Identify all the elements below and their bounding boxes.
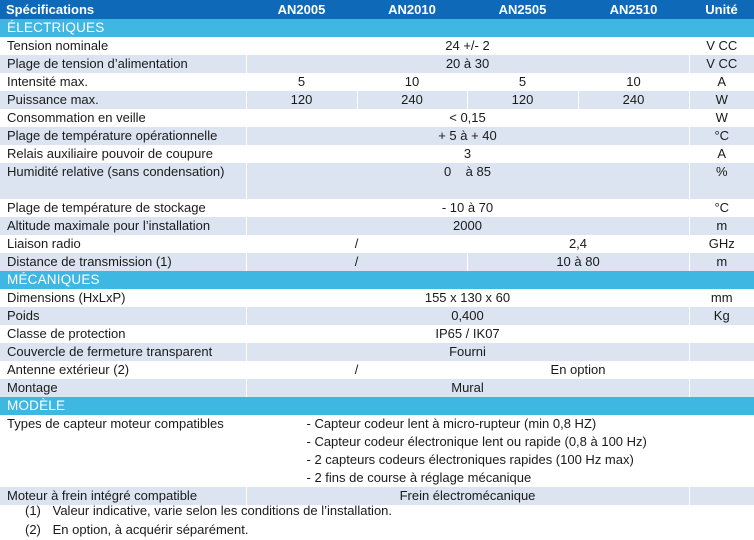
footnote-text: En option, à acquérir séparément. bbox=[52, 522, 249, 537]
row-value-an2005: 5 bbox=[246, 73, 357, 91]
table-row bbox=[0, 145, 754, 163]
row-value: Frein électromécanique bbox=[246, 487, 689, 505]
row-value-an2510: 240 bbox=[578, 91, 689, 109]
list-item: - 2 fins de course à réglage mécanique bbox=[306, 470, 532, 485]
row-unit bbox=[689, 325, 754, 343]
footnote-2 bbox=[25, 521, 248, 539]
row-value-an2005: 120 bbox=[246, 91, 357, 109]
table-row bbox=[0, 217, 754, 235]
row-value-an2010: 240 bbox=[357, 91, 467, 109]
footnote-number: (2) bbox=[25, 522, 41, 537]
row-value-an25xx: 10 à 80 bbox=[467, 253, 689, 271]
row-value-an20xx: / bbox=[246, 253, 467, 271]
row-label: Poids bbox=[0, 307, 246, 325]
row-unit: W bbox=[689, 109, 754, 127]
header-an2010: AN2010 bbox=[357, 0, 467, 19]
header-an2505: AN2505 bbox=[467, 0, 578, 19]
row-value: 155 x 130 x 60 bbox=[246, 289, 689, 307]
table-row bbox=[0, 253, 754, 271]
row-unit: GHz bbox=[689, 235, 754, 253]
row-unit bbox=[689, 487, 754, 505]
row-label: Moteur à frein intégré compatible bbox=[0, 487, 246, 505]
section-modele bbox=[0, 397, 754, 415]
header-specifications: Spécifications bbox=[0, 0, 246, 19]
header-unite: Unité bbox=[689, 0, 754, 19]
section-title: MODÈLE bbox=[0, 397, 754, 415]
row-value-an2505: 5 bbox=[467, 73, 578, 91]
row-label: Plage de température de stockage bbox=[7, 200, 206, 215]
row-value: 0 à 85 bbox=[246, 163, 689, 199]
table-row bbox=[0, 235, 754, 253]
row-unit bbox=[689, 379, 754, 397]
list-item: - 2 capteurs codeurs électroniques rapides (100 Hz max) bbox=[306, 452, 634, 467]
row-value-an20xx: / bbox=[246, 235, 467, 253]
row-label: Plage de tension d’alimentation bbox=[0, 55, 246, 73]
row-label: Antenne extérieur (2) bbox=[7, 362, 130, 377]
table-row bbox=[0, 415, 754, 487]
row-label: Plage de température opérationnelle bbox=[0, 127, 246, 145]
footnote-1 bbox=[25, 502, 392, 520]
section-title: MÉCANIQUES bbox=[0, 271, 754, 289]
row-value: 3 bbox=[246, 145, 689, 163]
row-unit: m bbox=[689, 217, 754, 235]
row-unit bbox=[689, 415, 754, 487]
row-label: Montage bbox=[0, 379, 246, 397]
row-unit: V CC bbox=[689, 37, 754, 55]
row-unit: °C bbox=[689, 199, 754, 217]
table-row bbox=[0, 343, 754, 361]
table-row bbox=[0, 37, 754, 55]
row-unit: mm bbox=[689, 289, 754, 307]
row-value-an2505: 120 bbox=[467, 91, 578, 109]
header-an2005: AN2005 bbox=[246, 0, 357, 19]
row-label: Classe de protection bbox=[7, 326, 126, 341]
row-value: IP65 / IK07 bbox=[246, 325, 689, 343]
table-row bbox=[0, 289, 754, 307]
row-label: Dimensions (HxLxP) bbox=[7, 290, 126, 305]
table-row bbox=[0, 55, 754, 73]
row-label: Humidité relative (sans condensation) bbox=[0, 163, 246, 199]
row-unit: % bbox=[689, 163, 754, 199]
table-row bbox=[0, 307, 754, 325]
row-value: - 10 à 70 bbox=[246, 199, 689, 217]
row-value: 2000 bbox=[246, 217, 689, 235]
row-value: 24 +/- 2 bbox=[246, 37, 689, 55]
row-unit: A bbox=[689, 73, 754, 91]
table-row bbox=[0, 379, 754, 397]
table-row bbox=[0, 91, 754, 109]
row-unit: m bbox=[689, 253, 754, 271]
row-value-an2510: 10 bbox=[578, 73, 689, 91]
row-unit: V CC bbox=[689, 55, 754, 73]
row-value-an25xx: 2,4 bbox=[467, 235, 689, 253]
row-label: Intensité max. bbox=[7, 74, 88, 89]
row-unit: W bbox=[689, 91, 754, 109]
row-unit: A bbox=[689, 145, 754, 163]
section-electriques bbox=[0, 19, 754, 37]
row-value: + 5 à + 40 bbox=[246, 127, 689, 145]
row-label: Altitude maximale pour l’installation bbox=[0, 217, 246, 235]
section-mecaniques bbox=[0, 271, 754, 289]
table-row bbox=[0, 325, 754, 343]
row-label: Types de capteur moteur compatibles bbox=[7, 416, 224, 431]
row-value-an2010: 10 bbox=[357, 73, 467, 91]
table-header-row bbox=[0, 0, 754, 19]
header-an2510: AN2510 bbox=[578, 0, 689, 19]
sensor-type-list bbox=[246, 415, 689, 487]
footnote-text: Valeur indicative, varie selon les conditions de l’installation. bbox=[52, 503, 393, 518]
row-value: Mural bbox=[246, 379, 689, 397]
table-row bbox=[0, 127, 754, 145]
row-label: Relais auxiliaire pouvoir de coupure bbox=[7, 146, 213, 161]
table-row bbox=[0, 361, 754, 379]
table-row bbox=[0, 73, 754, 91]
row-unit bbox=[689, 361, 754, 379]
row-label: Couvercle de fermeture transparent bbox=[0, 343, 246, 361]
row-label: Liaison radio bbox=[7, 236, 81, 251]
list-item: - Capteur codeur lent à micro-rupteur (min 0,8 HZ) bbox=[306, 416, 597, 431]
table-row bbox=[0, 163, 754, 199]
row-value-an20xx: / bbox=[246, 361, 467, 379]
row-value-an25xx: En option bbox=[467, 361, 689, 379]
row-label: Puissance max. bbox=[0, 91, 246, 109]
table-row bbox=[0, 199, 754, 217]
row-label: Distance de transmission (1) bbox=[0, 253, 246, 271]
table-row bbox=[0, 109, 754, 127]
row-value: < 0,15 bbox=[246, 109, 689, 127]
footnote-number: (1) bbox=[25, 503, 41, 518]
row-label: Consommation en veille bbox=[7, 110, 146, 125]
row-value: 0,400 bbox=[246, 307, 689, 325]
row-unit: Kg bbox=[689, 307, 754, 325]
row-unit: °C bbox=[689, 127, 754, 145]
row-value: 20 à 30 bbox=[246, 55, 689, 73]
list-item: - Capteur codeur électronique lent ou rapide (0,8 à 100 Hz) bbox=[306, 434, 647, 449]
section-title: ÉLECTRIQUES bbox=[0, 19, 754, 37]
row-value: Fourni bbox=[246, 343, 689, 361]
row-unit bbox=[689, 343, 754, 361]
row-label: Tension nominale bbox=[7, 38, 109, 53]
